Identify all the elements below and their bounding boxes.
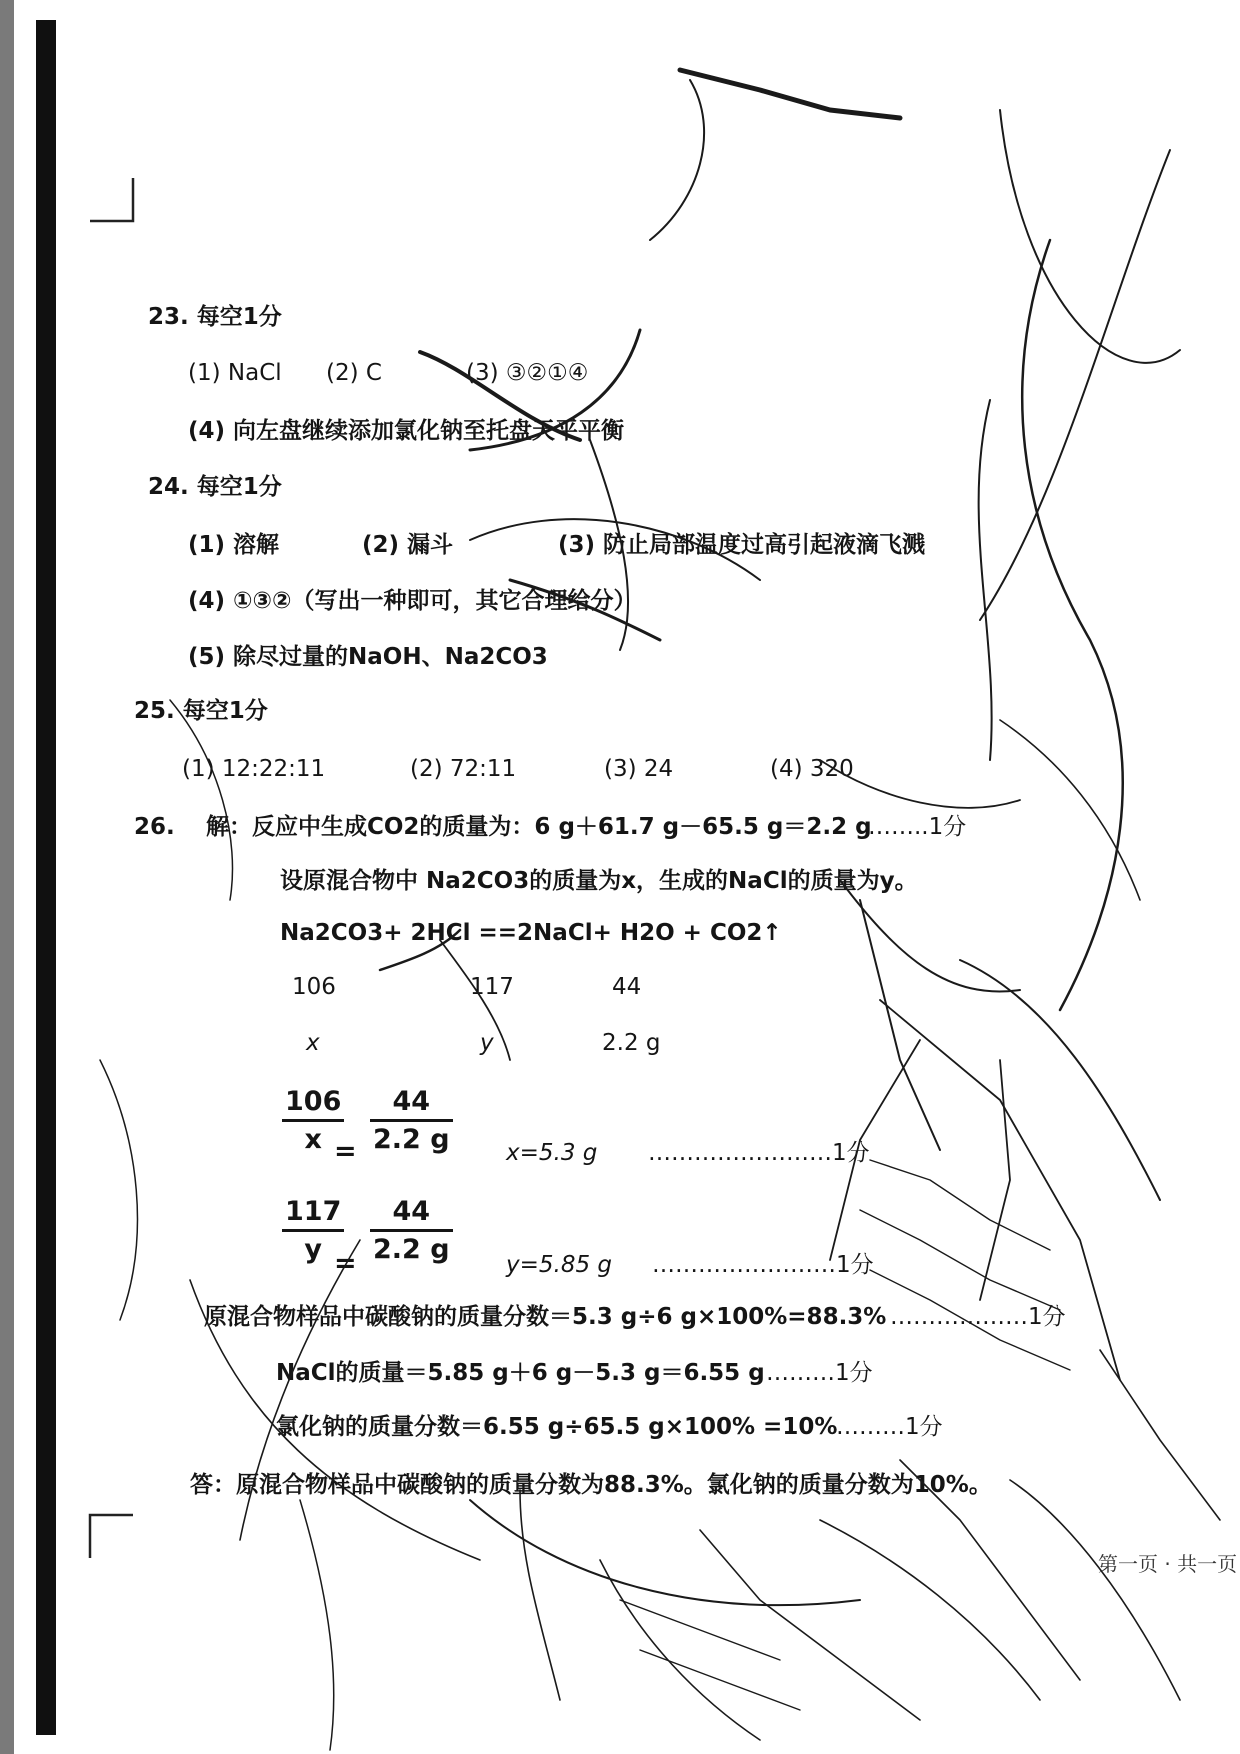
q23-answer-3: (3) ③②①④ [466,360,589,386]
q24-answer-4: (4) ①③②（写出一种即可，其它合理给分） [188,588,637,614]
q26-var-y: y [480,1030,494,1056]
q26-frac2-equals: = [334,1248,357,1279]
footer-page-number [1098,1548,1237,1577]
q26-mass-44: 44 [612,974,642,1000]
crop-mark-bottom [88,1510,138,1560]
q24-answer-3: (3) 防止局部温度过高引起液滴飞溅 [558,532,926,558]
q26-result-y: y=5.85 g [506,1252,613,1278]
q24-heading: 24. 每空1分 [148,474,282,500]
q26-line-nacl-fraction-score: ………1分 [836,1414,943,1440]
q25-answer-2: (2) 72:11 [410,756,517,782]
q24-answer-2: (2) 漏斗 [362,532,454,558]
q23-answer-2: (2) C [326,360,382,386]
frac2-left-denominator: y [282,1229,344,1263]
footer-separator: · [1164,1552,1178,1576]
footer-total: 共一页 [1177,1552,1238,1576]
q26-number: 26. [134,814,175,840]
q26-val-2-2g: 2.2 g [602,1030,661,1056]
frac1-right-numerator: 44 [392,1086,431,1117]
q23-answer-1: (1) NaCl [188,360,282,386]
q26-line-na2co3-fraction: 原混合物样品中碳酸钠的质量分数＝5.3 g÷6 g×100%=88.3% [204,1304,887,1330]
q26-line-nacl-mass: NaCl的质量＝5.85 g＋6 g－5.3 g＝6.55 g [276,1360,765,1386]
q23-heading: 23. 每空1分 [148,304,282,330]
q26-line-nacl-mass-score: ………1分 [766,1360,873,1386]
frac2-left-numerator: 117 [285,1196,342,1227]
q26-line-assume: 设原混合物中 Na2CO3的质量为x，生成的NaCl的质量为y。 [280,868,918,894]
q26-result-y-score: ……………………1分 [652,1252,874,1278]
q26-line-nacl-fraction: 氯化钠的质量分数＝6.55 g÷65.5 g×100% =10% [276,1414,838,1440]
q26-line-na2co3-fraction-score: ………………1分 [890,1304,1066,1330]
q26-var-x: x [306,1030,320,1056]
q24-answer-5: (5) 除尽过量的NaOH、Na2CO3 [188,644,548,670]
q25-answer-4: (4) 320 [770,756,854,782]
q26-line-co2-score: ……..1分 [868,814,967,840]
q26-result-x: x=5.3 g [506,1140,598,1166]
q26-line-co2: 解：反应中生成CO2的质量为：6 g＋61.7 g－65.5 g＝2.2 g [206,814,872,840]
q25-answer-3: (3) 24 [604,756,674,782]
footer-page: 第一页 [1098,1552,1158,1576]
frac2-right-denominator: 2.2 g [370,1229,453,1263]
q26-frac1-equals: = [334,1136,357,1167]
frac1-left-denominator: x [282,1119,344,1153]
q25-heading: 25. 每空1分 [134,698,268,724]
q25-answer-1: (1) 12:22:11 [182,756,326,782]
frac2-right-numerator: 44 [392,1196,431,1227]
frac1-left-numerator: 106 [285,1086,342,1117]
q26-mass-117: 117 [470,974,514,1000]
q26-answer: 答：原混合物样品中碳酸钠的质量分数为88.3%。氯化钠的质量分数为10%。 [190,1472,992,1498]
q26-equation: Na2CO3+ 2HCl ==2NaCl+ H2O + CO2↑ [280,920,782,946]
scan-edge [0,0,14,1754]
frac1-right-denominator: 2.2 g [370,1119,453,1153]
q24-answer-1: (1) 溶解 [188,532,280,558]
q26-result-x-score: ……………………1分 [648,1140,870,1166]
q23-answer-4: (4) 向左盘继续添加氯化钠至托盘天平平衡 [188,418,625,444]
q26-frac1-right [370,1088,453,1153]
crop-mark-top [88,176,138,226]
q26-mass-106: 106 [292,974,336,1000]
q26-frac2-right [370,1198,453,1263]
binding-bar [36,20,56,1735]
